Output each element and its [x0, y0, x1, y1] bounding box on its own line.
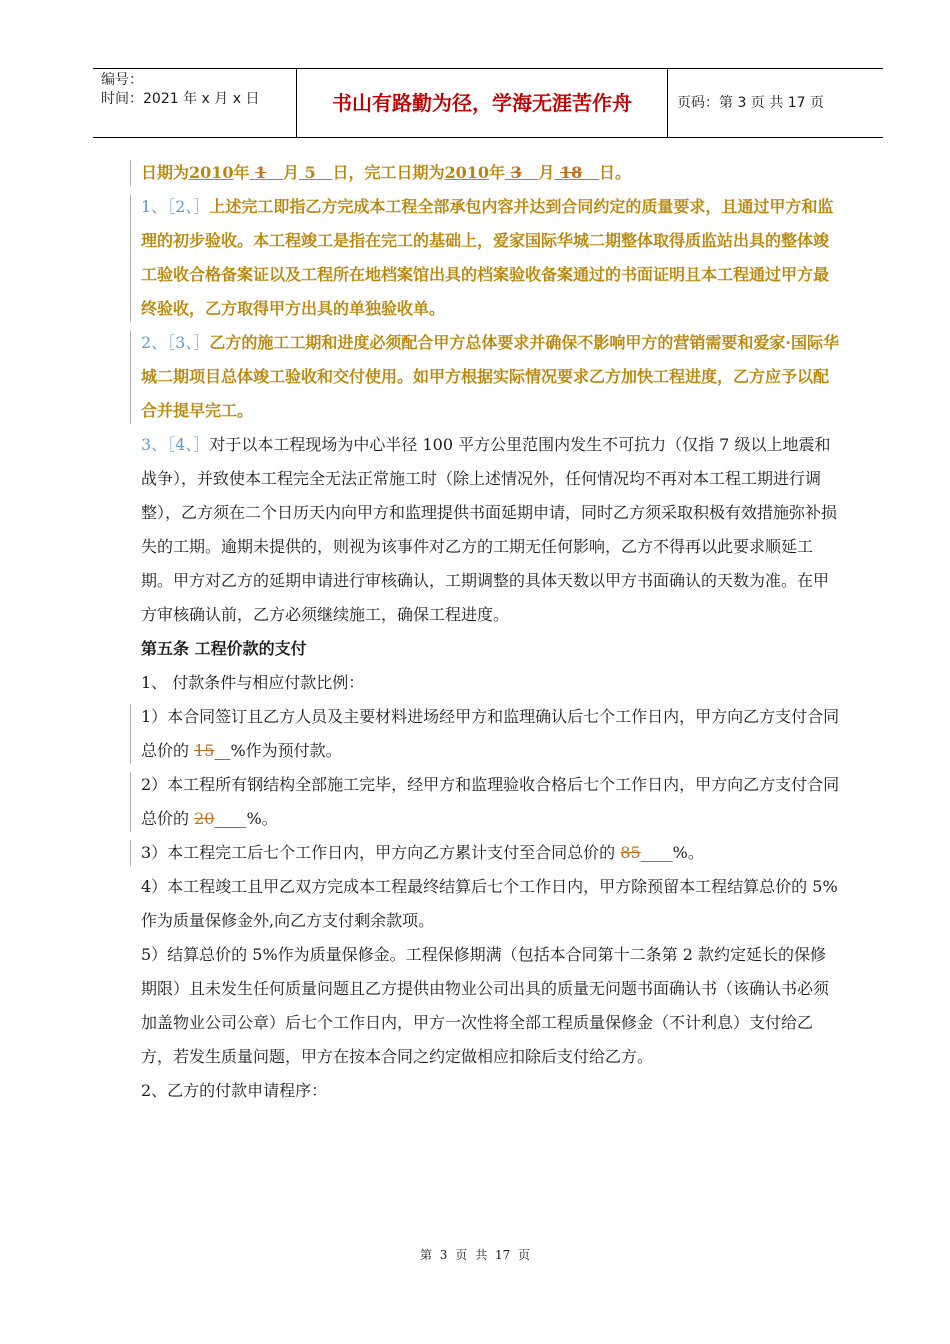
document-body — [141, 156, 841, 1108]
list-number: 1、［2、］ — [141, 197, 210, 216]
text-run: 月 — [538, 163, 555, 182]
footer-page: 3 — [439, 1248, 448, 1262]
paragraph-payment-conditions: 1、 付款条件与相应付款比例： — [141, 673, 365, 692]
date-day: 5 — [304, 163, 316, 182]
date-month: 3 — [510, 163, 522, 182]
percentage-value: 20 — [194, 809, 215, 828]
page-header — [93, 68, 883, 138]
paragraph-payment-2 — [141, 768, 841, 836]
paragraph-application: 2、乙方的付款申请程序： — [141, 1081, 328, 1100]
page-footer — [0, 1246, 950, 1263]
text-run: 年 — [489, 163, 506, 182]
header-divider — [667, 69, 668, 137]
section-heading: 第五条 工程价款的支付 — [141, 639, 307, 658]
paragraph-schedule — [141, 326, 841, 428]
paragraph-payment-1 — [141, 700, 841, 768]
paragraph-payment-3 — [141, 836, 841, 870]
paragraph-payment-5: 5）结算总价的 5%作为质量保修金。工程保修期满（包括本合同第十二条第 2 款约定延长的保修期限）且未发生任何质量问题且乙方提供由物业公司出具的质量无问题书面确认书（该确认书必须加盖物业公司公章）后七个工作日内，甲方一次性将全部工程质量保修金（不计利息）支付给乙方，若发生质量问题，甲方在按本合同之约定做相应扣除后支付给乙方。 — [141, 945, 830, 1066]
text-run: 日。 — [599, 163, 632, 182]
paragraph-text: 对于以本工程现场为中心半径 100 平方公里范围内发生不可抗力（仅指 7 级以上地震和战争），并致使本工程完全无法正常施工时（除上述情况外，任何情况均不再对本工程工期进行调整），乙方须在二个日历天内向甲方和监理提供书面延期申请，同时乙方须采取积极有效措施弥补损失的工期。逾期未提供的，则视为该事件对乙方的工期无任何影响，乙方不得再以此要求顺延工期。甲方对乙方的延期申请进行审核确认，工期调整的具体天数以甲方书面确认的天数为准。在甲方审核确认前，乙方必须继续施工，确保工程进度。 — [141, 435, 838, 624]
paragraph-text: 乙方的施工工期和进度必须配合甲方总体要求并确保不影响甲方的营销需要和爱家·国际华城二期项目总体竣工验收和交付使用。如甲方根据实际情况要求乙方加快工程进度，乙方应予以配合并提早完工。 — [141, 333, 839, 420]
text-run: 日期为 — [141, 163, 190, 182]
paragraph-text: 3）本工程完工后七个工作日内，甲方向乙方累计支付至合同总价的 — [141, 843, 621, 862]
header-left — [101, 71, 291, 109]
paragraph-completion — [141, 190, 841, 326]
percentage-value: 85 — [620, 843, 641, 862]
header-page-number: 页码：第 3 页 共 17 页 — [677, 95, 824, 111]
text-run: 年 — [233, 163, 250, 182]
doc-code: 编号： — [101, 72, 143, 88]
paragraph-text: 上述完工即指乙方完成本工程全部承包内容并达到合同约定的质量要求，且通过甲方和监理的初步验收。本工程竣工是指在完工的基础上，爱家国际华城二期整体取得质监站出具的整体竣工验收合格备案证以及工程所在地档案馆出具的档案验收备案通过的书面证明且本工程通过甲方最终验收，乙方取得甲方出具的单独验收单。 — [141, 197, 834, 318]
date-year: 2010 — [444, 163, 489, 182]
paragraph-text: __%作为预付款。 — [214, 741, 342, 760]
doc-time: 时间：2021 年 x 月 x 日 — [101, 91, 260, 107]
footer-text: 页 — [518, 1248, 531, 1262]
paragraph-text: 2）本工程所有钢结构全部施工完毕，经甲方和监理验收合格后七个工作日内，甲方向乙方支付合同总价的 — [141, 775, 840, 828]
footer-text: 共 — [475, 1248, 488, 1262]
date-day: 18 — [560, 163, 583, 182]
header-motto: 书山有路勤为径，学海无涯苦作舟 — [332, 91, 632, 115]
paragraph-text: ____%。 — [214, 809, 278, 828]
footer-text: 第 — [419, 1248, 432, 1262]
footer-total: 17 — [494, 1248, 511, 1262]
list-number: 3、［4、］ — [141, 435, 210, 454]
paragraph-dates — [141, 156, 841, 190]
text-run: 日，完工日期为 — [332, 163, 445, 182]
text-run: 月 — [283, 163, 300, 182]
date-month: 1 — [255, 163, 267, 182]
paragraph-text: ____%。 — [640, 843, 704, 862]
footer-text: 页 — [455, 1248, 468, 1262]
list-number: 2、［3、］ — [141, 333, 210, 352]
paragraph-payment-4: 4）本工程竣工且甲乙双方完成本工程最终结算后七个工作日内，甲方除预留本工程结算总价的 5%作为质量保修金外,向乙方支付剩余款项。 — [141, 877, 838, 930]
date-year: 2010 — [189, 163, 234, 182]
paragraph-force-majeure — [141, 428, 841, 632]
percentage-value: 15 — [194, 741, 215, 760]
paragraph-text: 1）本合同签订且乙方人员及主要材料进场经甲方和监理确认后七个工作日内，甲方向乙方支付合同总价的 — [141, 707, 840, 760]
